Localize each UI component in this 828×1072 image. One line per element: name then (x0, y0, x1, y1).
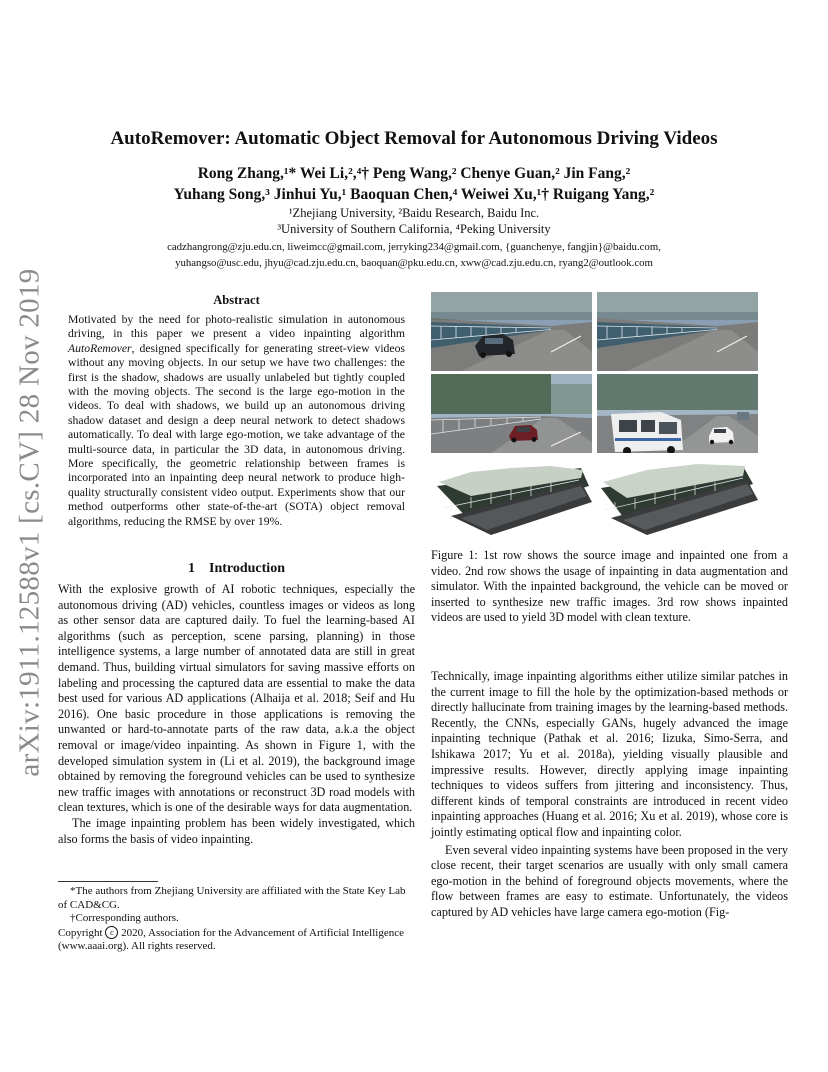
figure-augmented-frame (431, 374, 592, 453)
abstract-body (58, 313, 415, 529)
affiliation-line-1: ¹Zhejiang University, ²Baidu Research, Baidu Inc. (288, 206, 540, 220)
intro-paragraph-2: The image inpainting problem has been widely investigated, which also forms the basis of video inpainting. (58, 815, 415, 846)
figure-3d-model-right (597, 456, 758, 535)
synthesized-traffic-image (431, 374, 592, 453)
figure-simulator-frame (597, 374, 758, 453)
footnote-affiliation: *The authors from Zhejiang University are affiliated with the State Key Lab of CAD&CG. (58, 885, 406, 911)
footnote-divider (58, 881, 158, 882)
textured-3d-road-model-image (431, 456, 592, 535)
arxiv-identifier (2, 267, 58, 777)
arxiv-id-text: arXiv:1911.12588v1 [cs.CV] 28 Nov 2019 (13, 267, 46, 777)
intro-paragraph-1: With the explosive growth of AI robotic techniques, especially the autonomous driving (AD) vehicles, countless images or videos as long as other sensor data are captured daily. To fuel the learning-based AI algorithms (such as perception, scene parsing, planning) in those intelligence systems, a large number of annotated data are still in great demand. Thus, building virtual simulators for saving massive efforts on labeling and processing the captured data are essential to make the data best used for various AD applications (Alhaija et al. 2018; Seif and Hu 2016). One basic procedure in those applications is removing the unwanted or hard-to-annotate parts of the raw data, a.k.a the object removal or image/video inpainting. As shown in Figure 1, with the developed simulation system in (Li et al. 2019), the background image obtained by removing the foreground vehicles can be used to synthesize new traffic images with annotations or reconstruct 3D road models with clean textures, which is one of the desirable ways for data augmentation. (58, 582, 415, 815)
copyright-text: 2020, Association for the Advancement of Artificial Intelligence (www.aaai.org). All rights reserved. (58, 926, 404, 953)
copyright-symbol: c (105, 926, 118, 939)
right-column-body (431, 669, 788, 921)
abstract-text-1: Motivated by the need for photo-realistic simulation in autonomous driving, in this paper we present a video inpainting algorithm (68, 313, 405, 341)
affiliation-line-2: ³University of Southern California, ⁴Peking University (277, 222, 551, 236)
copyright-notice (58, 926, 415, 954)
inpainted-road-scene-image (597, 292, 758, 371)
footnote-corresponding: †Corresponding authors. (70, 912, 179, 925)
textured-3d-road-model-alt-image (597, 456, 758, 535)
figure-source-frame (431, 292, 592, 371)
author-line-2: Yuhang Song,³ Jinhui Yu,¹ Baoquan Chen,⁴ Weiwei Xu,¹† Ruigang Yang,² (173, 186, 655, 203)
figure-inpainted-frame (597, 292, 758, 371)
right-paragraph-1: Technically, image inpainting algorithms either utilize similar patches in the current image to fill the hole by the optimization-based methods or directly hallucinate from training images by the learning-based methods. Recently, the CNNs, especially GANs, hugely advanced the image inpainting technique (Pathak et al. 2016; Iizuka, Simo-Serra, and Ishikawa 2017; Yu et al. 2018a), yielding visually plausible and impressive results. However, directly applying image inpainting techniques to videos suffers from jittering and inconsistency. Thus, different kinds of temporal constraints are introduced in recent video inpainting approaches (Huang et al. 2016; Xu et al. 2019), whose core is jointly estimating optical flow and inpainting color. (431, 669, 788, 839)
author-block (60, 163, 768, 271)
abstract-heading: Abstract (213, 293, 260, 307)
copyright-prefix: Copyright (58, 926, 106, 939)
footnotes (58, 885, 415, 954)
intro-body (58, 582, 415, 847)
right-paragraph-2: Even several video inpainting systems have been proposed in the very close recent, their target scenarios are usually with only small camera ego-motion in the behind of foreground objects movements, where the flow between frames are easy to estimate. Unfortunately, the videos captured by AD vehicles have large camera ego-motion (Fig- (431, 842, 788, 919)
figure-1 (431, 292, 758, 536)
section-heading-introduction: 1 Introduction (188, 561, 285, 576)
simulated-traffic-image (597, 374, 758, 453)
paper-title: AutoRemover: Automatic Object Removal for Autonomous Driving Videos (110, 128, 718, 149)
figure-1-caption: Figure 1: 1st row shows the source image and inpainted one from a video. 2nd row shows the usage of inpainting in data augmentation and simulator. With the inpainted background, the vehicle can be moved or inserted to synthesize new traffic images. 3rd row shows inpainted videos are used to yield 3D model with clean texture. (431, 548, 788, 625)
road-scene-with-car-image (431, 292, 592, 371)
author-line-1: Rong Zhang,¹* Wei Li,²,⁴† Peng Wang,² Chenye Guan,² Jin Fang,² (197, 165, 631, 182)
abstract-text-2: , designed specifically for generating street-view videos without any moving objects. In our setup we have two challenges: the first is the shadow, shadows are usually unlabeled but tightly coupled with the moving objects. The second is the large ego-motion in the videos. To deal with shadows, we build up an autonomous driving shadow dataset and design a deep neural network to detect shadows automatically. To deal with large ego-motion, we take advantage of the multi-source data, in particular the 3D data, in autonomous driving. More specifically, the geometric relationship between frames is incorporated into an inpainting deep neural network to produce high-quality structurally consistent video output. Experiments show that our method outperforms other state-of-the-art (SOTA) object removal algorithms, reducing the RMSE by over 19%. (68, 341, 405, 528)
figure-3d-model-left (431, 456, 592, 535)
email-line-2: yuhangso@usc.edu, jhyu@cad.zju.edu.cn, baoquan@pku.edu.cn, xww@cad.zju.edu.cn, ryang2@outlook.com (175, 257, 653, 269)
abstract-method-name: AutoRemover (68, 341, 132, 355)
email-line-1: cadzhangrong@zju.edu.cn, liweimcc@gmail.com, jerryking234@gmail.com, {guanchenye, fangjin}@baidu.com, (167, 241, 661, 253)
